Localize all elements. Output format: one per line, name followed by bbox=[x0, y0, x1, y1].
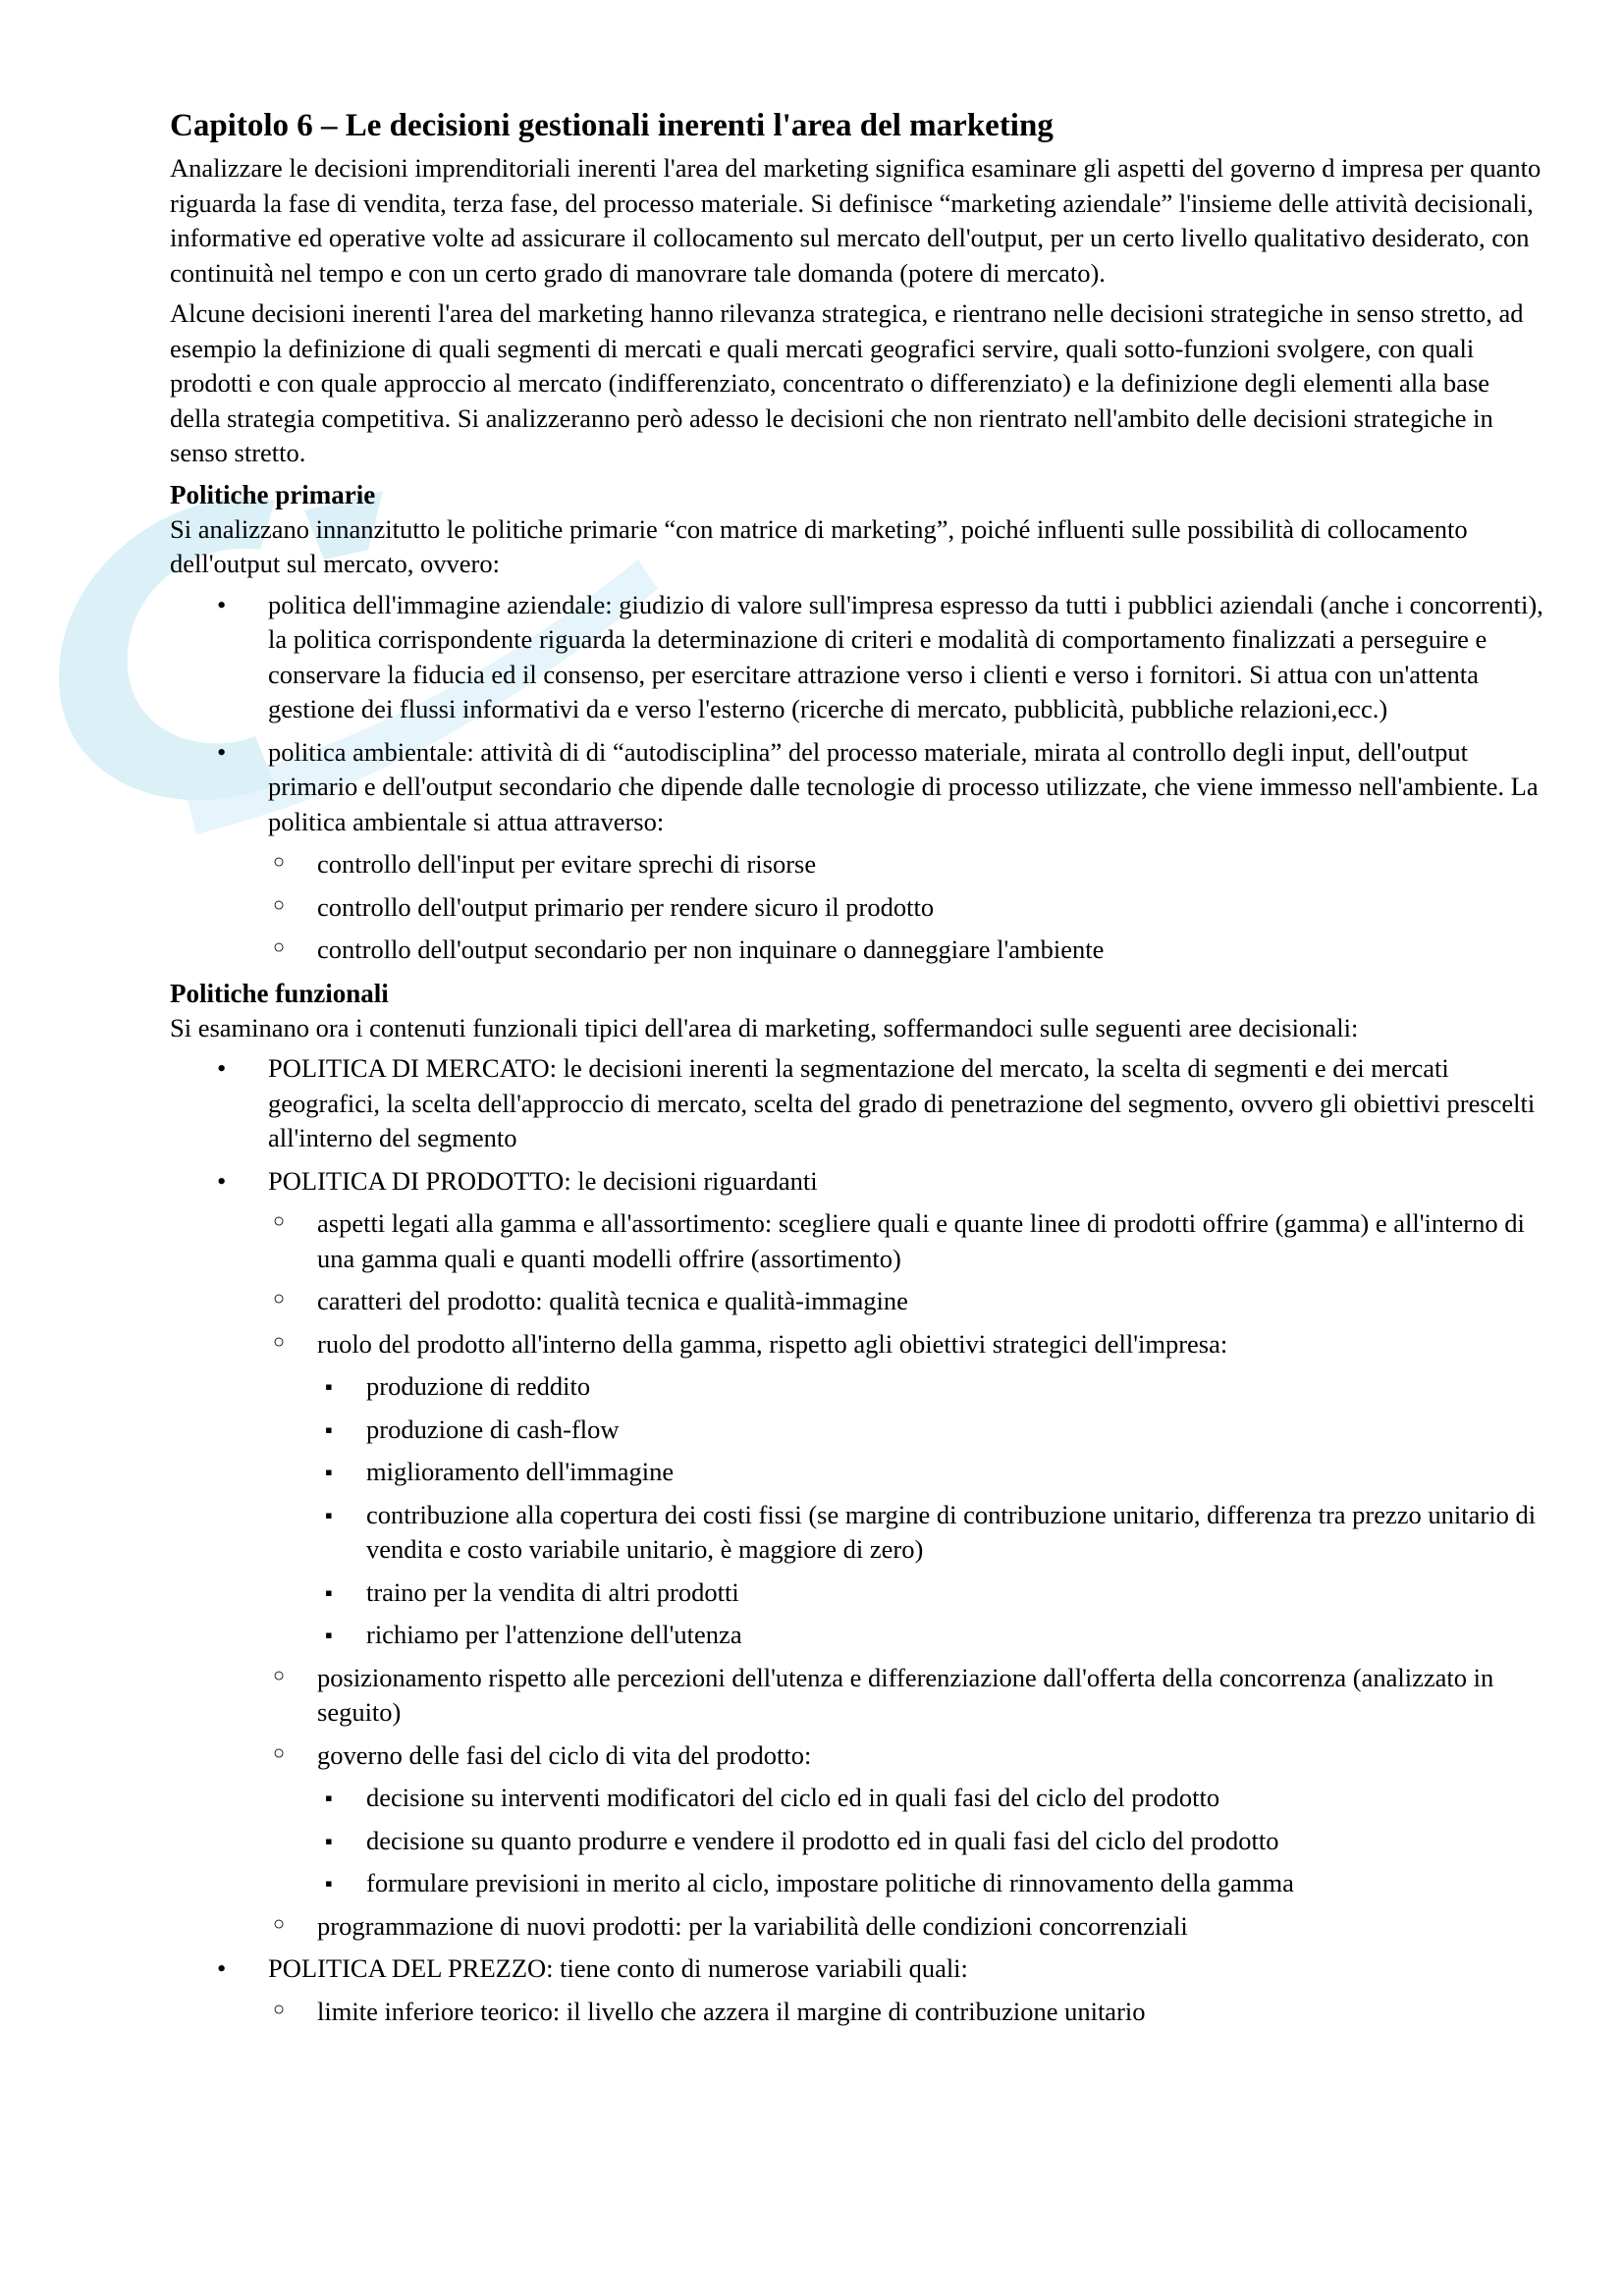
list-item: ▪ contribuzione alla copertura dei costi fissi (se margine di contribuzione unitario, differenza tra prezzo unitario di vendita e costo variabile unitario, è maggiore di zero) bbox=[317, 1498, 1544, 1568]
list-item: ○ controllo dell'output secondario per non inquinare o danneggiare l'ambiente bbox=[268, 933, 1544, 968]
list-item-text: politica dell'immagine aziendale: giudizio di valore sull'impresa espresso da tutti i pubblici aziendali (anche i concorrenti), la politica corrispondente riguarda la determinazione di criteri e modalità di comportamento finalizzati a perseguire e conservare la fiducia ed il consenso, per esercitare attrazione verso i clienti e verso i fornitori. Si attua con un'attenta gestione dei flussi informativi da e verso l'esterno (ricerche di mercato, pubblicità, pubbliche relazioni,ecc.) bbox=[268, 589, 1543, 723]
list-item bbox=[268, 1738, 1544, 1901]
list-item: • POLITICA DI MERCATO: le decisioni inerenti la segmentazione del mercato, la scelta di segmenti e dei mercati geografici, la scelta dell'approccio di mercato, scelta del grado di penetrazione del segmento, ovvero gli obiettivi prescelti all'interno del segmento bbox=[170, 1051, 1544, 1156]
prodotto-sublist bbox=[268, 1206, 1544, 1944]
ruolo-sublist bbox=[317, 1369, 1544, 1653]
intro-paragraph-1: Analizzare le decisioni imprenditoriali inerenti l'area del marketing significa esaminare gli aspetti del governo d impresa per quanto riguarda la fase di vendita, terza fase, del processo materiale. Si definisce “marketing aziendale” l'insieme delle attività decisionali, informative ed operative volte ad assicurare il collocamento sul mercato dell'output, per un certo livello qualitativo desiderato, con continuità nel tempo e con un certo grado di manovrare tale domanda (potere di mercato). bbox=[170, 153, 1542, 288]
primarie-list bbox=[170, 588, 1544, 968]
list-item: ○ programmazione di nuovi prodotti: per la variabilità delle condizioni concorrenziali bbox=[268, 1909, 1544, 1945]
list-item: ▪ decisione su quanto produrre e vendere il prodotto ed in quali fasi del ciclo del prodotto bbox=[317, 1824, 1544, 1859]
list-item-text: POLITICA DEL PREZZO: tiene conto di numerose variabili quali: bbox=[268, 1953, 968, 1983]
section-heading-funzionali: Politiche funzionali bbox=[170, 978, 389, 1008]
ciclo-sublist bbox=[317, 1781, 1544, 1901]
list-item bbox=[170, 1951, 1544, 2029]
list-item bbox=[268, 1327, 1544, 1653]
list-item: ○ aspetti legati alla gamma e all'assortimento: scegliere quali e quante linee di prodotti offrire (gamma) e all'interno di una gamma quali e quanti modelli offrire (assortimento) bbox=[268, 1206, 1544, 1276]
list-item: ▪ produzione di reddito bbox=[317, 1369, 1544, 1405]
list-item-text: governo delle fasi del ciclo di vita del prodotto: bbox=[317, 1739, 812, 1770]
list-item: ○ limite inferiore teorico: il livello che azzera il margine di contribuzione unitario bbox=[268, 1995, 1544, 2030]
primarie-intro: Si analizzano innanzitutto le politiche primarie “con matrice di marketing”, poiché influenti sulle possibilità di collocamento dell'output sul mercato, ovvero: bbox=[170, 513, 1468, 578]
list-item: ▪ miglioramento dell'immagine bbox=[317, 1455, 1544, 1490]
section-heading-primarie: Politiche primarie bbox=[170, 479, 376, 509]
list-item bbox=[170, 588, 1544, 727]
list-item: ▪ traino per la vendita di altri prodotti bbox=[317, 1575, 1544, 1611]
list-item: ○ controllo dell'output primario per rendere sicuro il prodotto bbox=[268, 890, 1544, 926]
list-item: ▪ produzione di cash-flow bbox=[317, 1413, 1544, 1448]
list-item: ○ posizionamento rispetto alle percezioni dell'utenza e differenziazione dall'offerta della concorrenza (analizzato in seguito) bbox=[268, 1661, 1544, 1731]
list-item: ○ caratteri del prodotto: qualità tecnica e qualità-immagine bbox=[268, 1284, 1544, 1319]
funzionali-list bbox=[170, 1051, 1544, 2029]
list-item bbox=[170, 1164, 1544, 1945]
list-item: ▪ formulare previsioni in merito al ciclo, impostare politiche di rinnovamento della gamma bbox=[317, 1866, 1544, 1901]
list-item-text: ruolo del prodotto all'interno della gamma, rispetto agli obiettivi strategici dell'impresa: bbox=[317, 1328, 1228, 1359]
chapter-title: Capitolo 6 – Le decisioni gestionali inerenti l'area del marketing bbox=[170, 108, 1054, 143]
prezzo-sublist bbox=[268, 1995, 1544, 2030]
intro-paragraph-2: Alcune decisioni inerenti l'area del marketing hanno rilevanza strategica, e rientrano nelle decisioni strategiche in senso stretto, ad esempio la definizione di quali segmenti di mercati e quali mercati geografici servire, quali sotto-funzioni svolgere, con quali prodotti e con quale approccio al mercato (indifferenziato, concentrato o differenziato) e la definizione degli elementi alla base della strategia competitiva. Si analizzeranno però adesso le decisioni che non rientrato nell'ambito delle decisioni strategiche in senso stretto. bbox=[170, 298, 1524, 467]
list-item bbox=[170, 735, 1544, 968]
list-item: ○ controllo dell'input per evitare sprechi di risorse bbox=[268, 847, 1544, 882]
list-item-text: politica ambientale: attività di di “autodisciplina” del processo materiale, mirata al controllo degli input, dell'output primario e dell'output secondario che dipende dalle tecnologie di processo utilizzate, che viene immesso nell'ambiente. La politica ambientale si attua attraverso: bbox=[268, 736, 1539, 836]
document-page bbox=[170, 102, 1544, 2037]
ambientale-sublist bbox=[268, 847, 1544, 968]
list-item-text: POLITICA DI PRODOTTO: le decisioni riguardanti bbox=[268, 1165, 818, 1196]
list-item: ▪ decisione su interventi modificatori del ciclo ed in quali fasi del ciclo del prodotto bbox=[317, 1781, 1544, 1816]
funzionali-intro: Si esaminano ora i contenuti funzionali tipici dell'area di marketing, soffermandoci sulle seguenti aree decisionali: bbox=[170, 1012, 1359, 1042]
list-item: ▪ richiamo per l'attenzione dell'utenza bbox=[317, 1618, 1544, 1653]
